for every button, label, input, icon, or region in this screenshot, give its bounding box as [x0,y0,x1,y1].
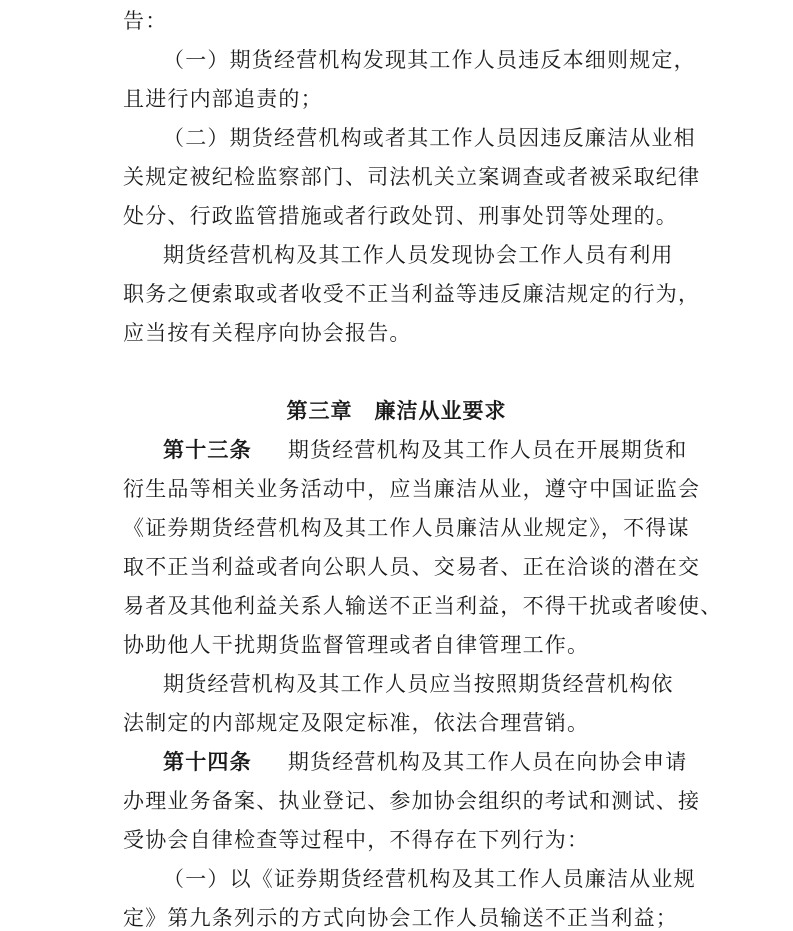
article-label: 第十三条 [163,438,252,462]
article-text: 期货经营机构及其工作人员在向协会申请 [287,750,688,774]
text-line: 取不正当利益或者向公职人员、交易者、正在洽谈的潜在交 [123,555,701,579]
text-line: 协助他人干扰期货监督管理或者自律管理工作。 [123,633,590,657]
text-line: （一）以《证券期货经营机构及其工作人员廉洁从业规 [163,867,696,891]
text-line: 法制定的内部规定及限定标准，依法合理营销。 [123,711,590,735]
text-line: 告： [123,9,168,33]
article-first-line [163,749,687,775]
text-line: 职务之便索取或者收受不正当利益等违反廉洁规定的行为， [123,282,701,306]
text-line: 受协会自律检查等过程中，不得存在下列行为： [123,828,590,852]
article-label: 第十四条 [163,750,252,774]
chapter-heading: 第三章 廉洁从业要求 [286,399,507,423]
text-line: 期货经营机构及其工作人员应当按照期货经营机构依 [163,672,674,696]
text-line: 《证券期货经营机构及其工作人员廉洁从业规定》，不得谋 [123,516,690,540]
text-line: 期货经营机构及其工作人员发现协会工作人员有利用 [163,243,674,267]
text-line: 应当按有关程序向协会报告。 [123,321,412,345]
text-line: 关规定被纪检监察部门、司法机关立案调查或者被采取纪律 [123,165,701,189]
article-first-line [163,437,687,463]
text-line: 衍生品等相关业务活动中，应当廉洁从业，遵守中国证监会 [123,477,701,501]
text-line: （一）期货经营机构发现其工作人员违反本细则规定， [163,48,696,72]
text-line: （二）期货经营机构或者其工作人员因违反廉洁从业相 [163,126,696,150]
text-line: 办理业务备案、执业登记、参加协会组织的考试和测试、接 [123,789,701,813]
text-line: 且进行内部追责的； [123,87,323,111]
text-line: 定》第九条列示的方式向协会工作人员输送不正当利益； [123,906,678,930]
text-line: 处分、行政监管措施或者行政处罚、刑事处罚等处理的。 [123,204,678,228]
text-line: 易者及其他利益关系人输送不正当利益，不得干扰或者唆使、 [123,594,723,618]
article-text: 期货经营机构及其工作人员在开展期货和 [287,438,688,462]
